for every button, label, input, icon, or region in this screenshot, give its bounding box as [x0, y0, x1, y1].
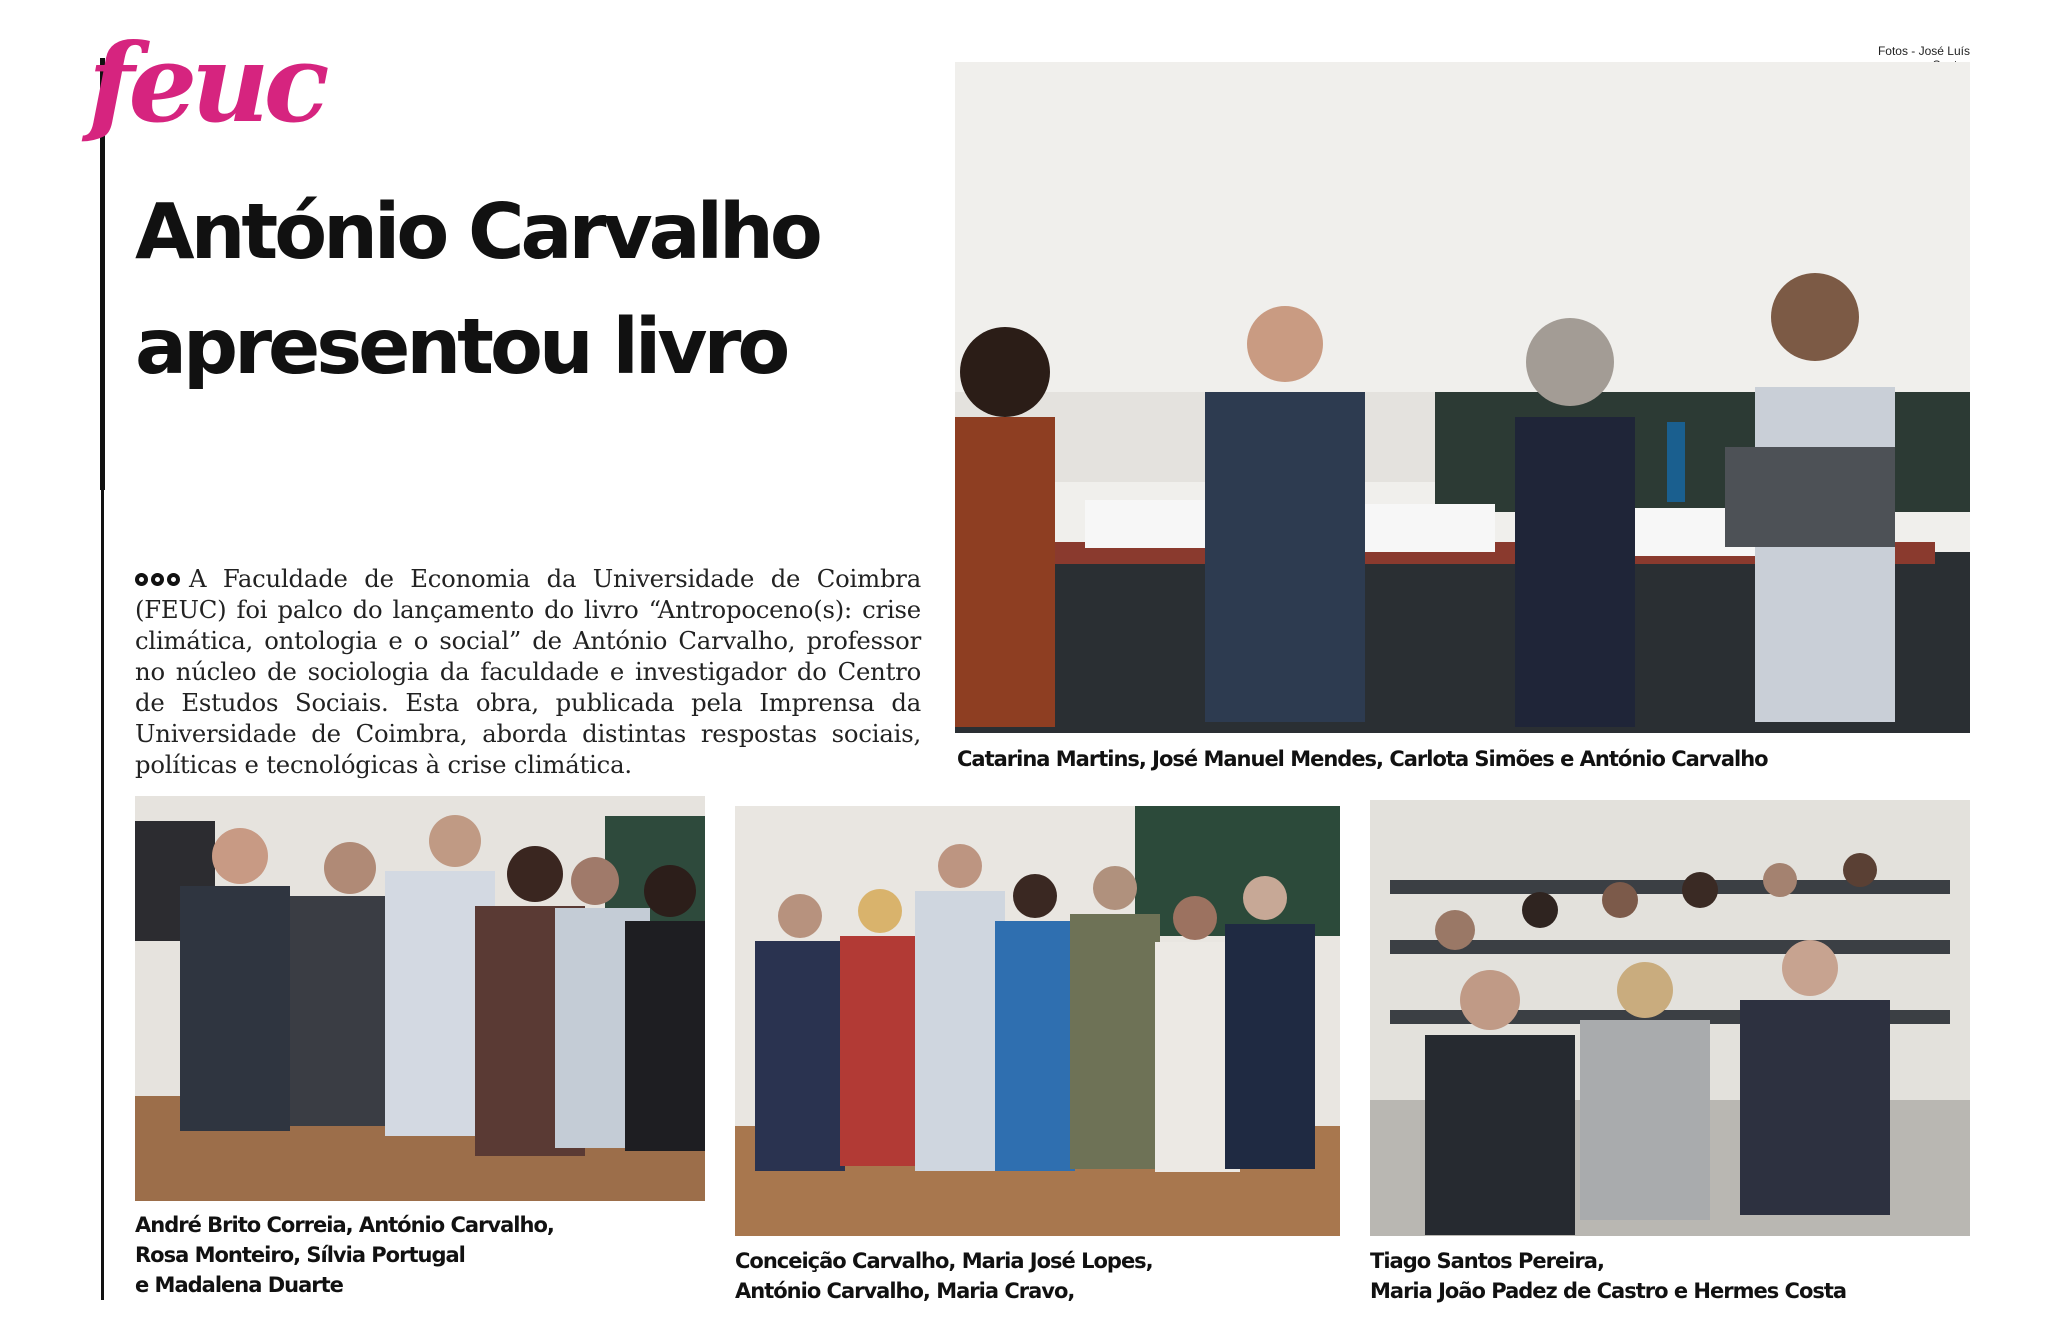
lead-paragraph: [135, 563, 921, 780]
main-photo-caption: [957, 744, 1977, 774]
headline: [135, 175, 895, 405]
panel-photo-illustration: [1370, 800, 1970, 1236]
caption-line: Conceição Carvalho, Maria José Lopes,: [735, 1249, 1153, 1273]
headline-line: António Carvalho: [135, 188, 819, 277]
caption-line: e Madalena Duarte: [135, 1273, 343, 1297]
caption-line: Catarina Martins, José Manuel Mendes, Carlota Simões e António Carvalho: [957, 747, 1768, 771]
middle-photo-caption: [735, 1246, 1340, 1306]
panel-photo-illustration: [135, 796, 705, 1201]
bullet-dots-icon: [135, 563, 183, 594]
left-photo: [135, 796, 705, 1201]
panel-photo-illustration: [735, 806, 1340, 1236]
headline-line: apresentou livro: [135, 303, 787, 392]
panel-photo-illustration: [955, 62, 1970, 733]
caption-line: André Brito Correia, António Carvalho,: [135, 1213, 554, 1237]
middle-photo: [735, 806, 1340, 1236]
vertical-rule: [101, 490, 104, 1300]
main-photo: [955, 62, 1970, 733]
right-photo: [1370, 800, 1970, 1236]
caption-line: Maria João Padez de Castro e Hermes Costa: [1370, 1279, 1847, 1303]
right-photo-caption: [1370, 1246, 2010, 1306]
caption-line: Rosa Monteiro, Sílvia Portugal: [135, 1243, 465, 1267]
section-logo: feuc: [88, 21, 324, 147]
caption-line: Tiago Santos Pereira,: [1370, 1249, 1604, 1273]
caption-line: António Carvalho, Maria Cravo,: [735, 1279, 1075, 1303]
photo-credit: Fotos - José Luís: [1877, 44, 1970, 58]
left-photo-caption: [135, 1210, 705, 1300]
lead-text: A Faculdade de Economia da Universidade de Coimbra (FEUC) foi palco do lançamento do livro “Antropoceno(s): crise climática, ontologia e o social” de António Carvalho, professor no núcleo de sociologia da faculdade e investigador do Centro de Estudos Sociais. Esta obra, publicada pela Imprensa da Universidade de Coimbra, aborda distintas respostas sociais, políticas e tecnológicas à crise climática.: [135, 564, 921, 779]
